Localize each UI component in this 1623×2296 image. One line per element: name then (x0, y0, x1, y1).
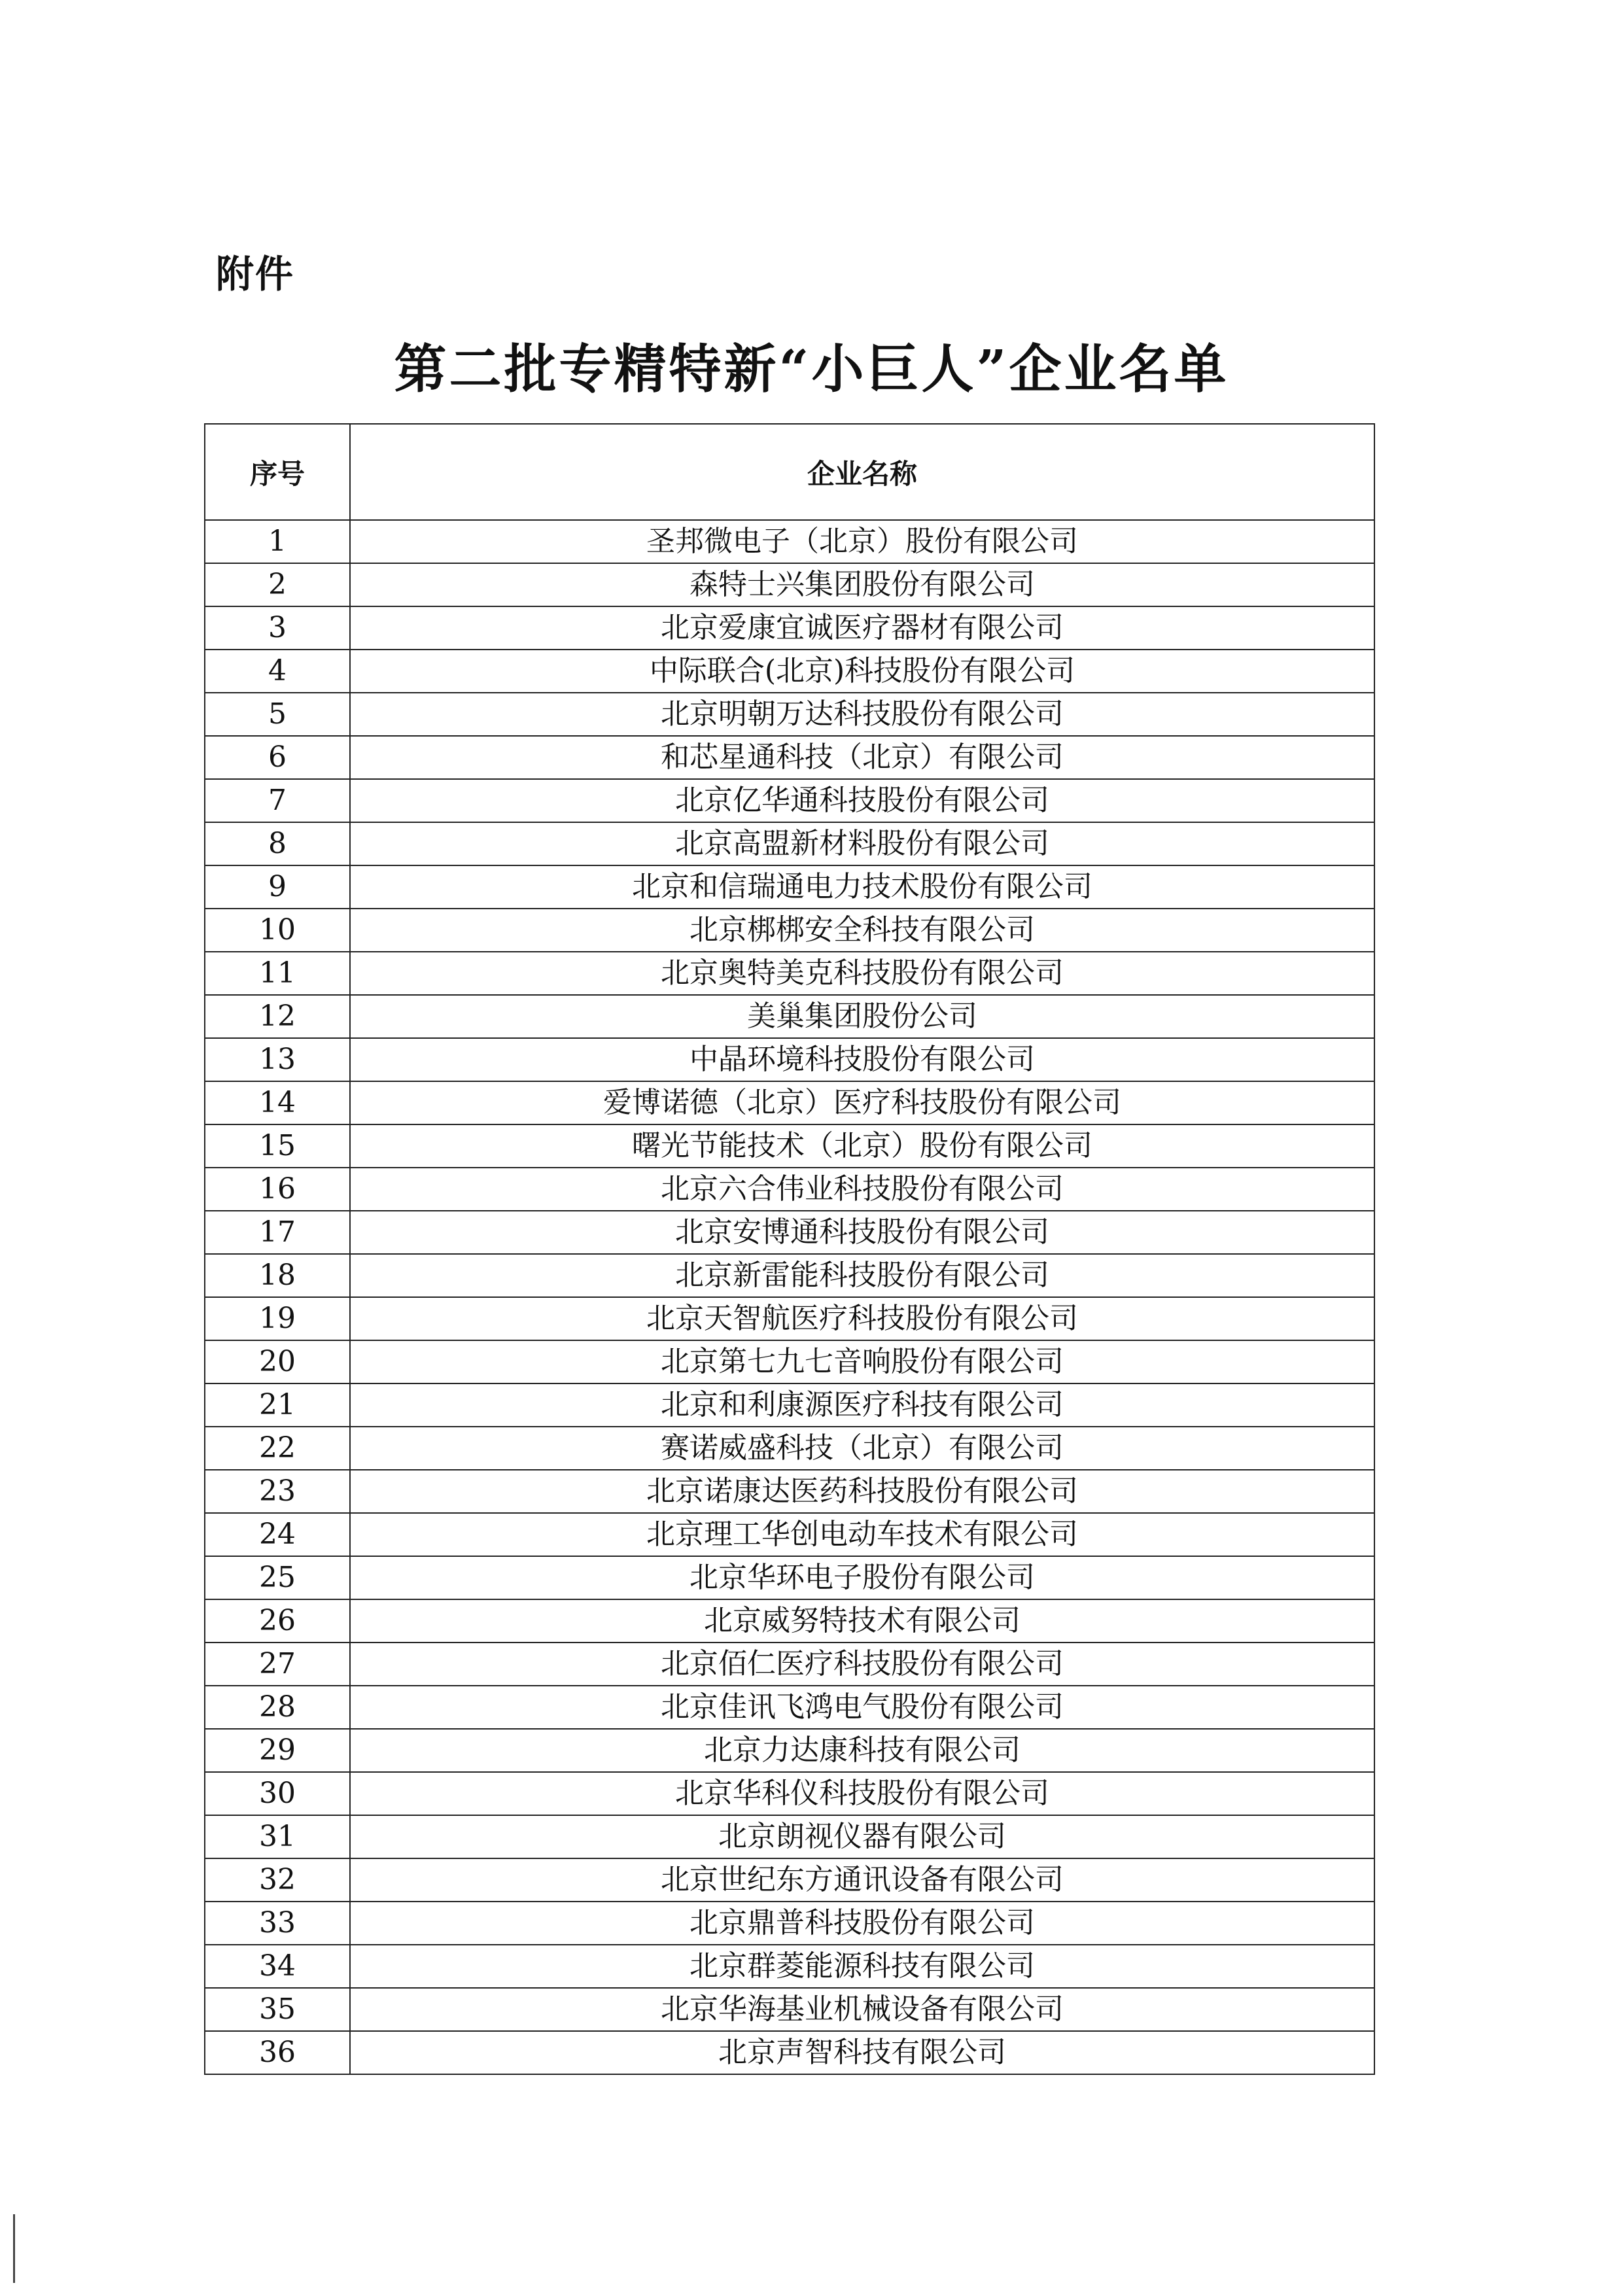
table-row (205, 736, 1374, 779)
company-name-cell: 中晶环境科技股份有限公司 (350, 1038, 1374, 1081)
serial-number-cell: 7 (205, 779, 350, 822)
serial-number-cell: 12 (205, 995, 350, 1038)
company-name-cell: 圣邦微电子（北京）股份有限公司 (350, 520, 1374, 563)
table-row (205, 1340, 1374, 1383)
company-name-cell: 北京梆梆安全科技有限公司 (350, 909, 1374, 952)
serial-number-cell: 16 (205, 1168, 350, 1211)
company-name-cell: 北京世纪东方通讯设备有限公司 (350, 1858, 1374, 1902)
company-name-cell: 北京华海基业机械设备有限公司 (350, 1988, 1374, 2031)
serial-number-cell: 15 (205, 1124, 350, 1168)
serial-number-cell: 23 (205, 1470, 350, 1513)
company-name-cell: 北京群菱能源科技有限公司 (350, 1945, 1374, 1988)
table-row (205, 563, 1374, 606)
table-row (205, 1815, 1374, 1858)
company-name-cell: 北京新雷能科技股份有限公司 (350, 1254, 1374, 1297)
serial-number-cell: 36 (205, 2031, 350, 2074)
serial-number-cell: 18 (205, 1254, 350, 1297)
serial-number-cell: 25 (205, 1556, 350, 1599)
table-row (205, 2031, 1374, 2074)
serial-number-cell: 13 (205, 1038, 350, 1081)
table-row (205, 650, 1374, 693)
table-row (205, 1427, 1374, 1470)
table-row (205, 1902, 1374, 1945)
company-name-cell: 北京诺康达医药科技股份有限公司 (350, 1470, 1374, 1513)
table-row (205, 822, 1374, 865)
table-row (205, 1729, 1374, 1772)
table-row (205, 1038, 1374, 1081)
serial-number-cell: 17 (205, 1211, 350, 1254)
company-name-cell: 赛诺威盛科技（北京）有限公司 (350, 1427, 1374, 1470)
serial-number-cell: 30 (205, 1772, 350, 1815)
company-name-cell: 曙光节能技术（北京）股份有限公司 (350, 1124, 1374, 1168)
table-row (205, 1124, 1374, 1168)
company-table (204, 423, 1375, 2075)
table-row (205, 606, 1374, 650)
serial-number-cell: 10 (205, 909, 350, 952)
company-name-cell: 北京明朝万达科技股份有限公司 (350, 693, 1374, 736)
company-name-cell: 中际联合(北京)科技股份有限公司 (350, 650, 1374, 693)
serial-number-cell: 19 (205, 1297, 350, 1340)
serial-number-cell: 21 (205, 1383, 350, 1427)
serial-number-cell: 35 (205, 1988, 350, 2031)
serial-number-cell: 8 (205, 822, 350, 865)
serial-number-cell: 29 (205, 1729, 350, 1772)
company-name-cell: 北京佳讯飞鸿电气股份有限公司 (350, 1686, 1374, 1729)
serial-number-cell: 34 (205, 1945, 350, 1988)
table-row (205, 995, 1374, 1038)
company-name-cell: 北京佰仁医疗科技股份有限公司 (350, 1643, 1374, 1686)
table-row (205, 952, 1374, 995)
serial-number-cell: 3 (205, 606, 350, 650)
company-name-cell: 北京高盟新材料股份有限公司 (350, 822, 1374, 865)
company-name-cell: 森特士兴集团股份有限公司 (350, 563, 1374, 606)
company-name-cell: 北京奥特美克科技股份有限公司 (350, 952, 1374, 995)
serial-number-cell: 26 (205, 1599, 350, 1643)
table-row (205, 865, 1374, 909)
company-name-cell: 美巢集团股份公司 (350, 995, 1374, 1038)
table-row (205, 520, 1374, 563)
table-row (205, 1168, 1374, 1211)
table-row (205, 693, 1374, 736)
serial-number-cell: 14 (205, 1081, 350, 1124)
company-name-cell: 北京和利康源医疗科技有限公司 (350, 1383, 1374, 1427)
serial-number-cell: 27 (205, 1643, 350, 1686)
serial-number-cell: 5 (205, 693, 350, 736)
table-row (205, 1858, 1374, 1902)
table-body (205, 520, 1374, 2074)
table-row (205, 1945, 1374, 1988)
serial-number-cell: 6 (205, 736, 350, 779)
table-row (205, 1988, 1374, 2031)
serial-number-cell: 24 (205, 1513, 350, 1556)
table-row (205, 779, 1374, 822)
serial-number-cell: 33 (205, 1902, 350, 1945)
company-name-cell: 北京六合伟业科技股份有限公司 (350, 1168, 1374, 1211)
company-name-cell: 北京威努特技术有限公司 (350, 1599, 1374, 1643)
serial-number-cell: 9 (205, 865, 350, 909)
serial-number-cell: 20 (205, 1340, 350, 1383)
table-row (205, 1254, 1374, 1297)
company-name-cell: 和芯星通科技（北京）有限公司 (350, 736, 1374, 779)
table-header-row (205, 424, 1374, 520)
company-name-cell: 北京和信瑞通电力技术股份有限公司 (350, 865, 1374, 909)
company-name-cell: 北京朗视仪器有限公司 (350, 1815, 1374, 1858)
company-name-cell: 爱博诺德（北京）医疗科技股份有限公司 (350, 1081, 1374, 1124)
company-name-cell: 北京安博通科技股份有限公司 (350, 1211, 1374, 1254)
serial-number-cell: 1 (205, 520, 350, 563)
company-name-cell: 北京亿华通科技股份有限公司 (350, 779, 1374, 822)
header-company-name: 企业名称 (350, 424, 1374, 520)
table-row (205, 1772, 1374, 1815)
serial-number-cell: 31 (205, 1815, 350, 1858)
table-row (205, 1211, 1374, 1254)
serial-number-cell: 28 (205, 1686, 350, 1729)
serial-number-cell: 2 (205, 563, 350, 606)
serial-number-cell: 11 (205, 952, 350, 995)
company-name-cell: 北京华环电子股份有限公司 (350, 1556, 1374, 1599)
company-name-cell: 北京华科仪科技股份有限公司 (350, 1772, 1374, 1815)
header-serial-number: 序号 (205, 424, 350, 520)
scan-margin-mark (13, 2214, 15, 2283)
company-name-cell: 北京鼎普科技股份有限公司 (350, 1902, 1374, 1945)
table-row (205, 1643, 1374, 1686)
company-name-cell: 北京声智科技有限公司 (350, 2031, 1374, 2074)
table-row (205, 1470, 1374, 1513)
company-name-cell: 北京爱康宜诚医疗器材有限公司 (350, 606, 1374, 650)
company-name-cell: 北京理工华创电动车技术有限公司 (350, 1513, 1374, 1556)
company-name-cell: 北京第七九七音响股份有限公司 (350, 1340, 1374, 1383)
table-row (205, 1081, 1374, 1124)
table-row (205, 909, 1374, 952)
table-row (205, 1513, 1374, 1556)
document-title: 第二批专精特新“小巨人”企业名单 (394, 338, 1229, 400)
attachment-label: 附件 (216, 252, 295, 296)
serial-number-cell: 4 (205, 650, 350, 693)
company-name-cell: 北京天智航医疗科技股份有限公司 (350, 1297, 1374, 1340)
table-row (205, 1383, 1374, 1427)
serial-number-cell: 22 (205, 1427, 350, 1470)
table-row (205, 1297, 1374, 1340)
serial-number-cell: 32 (205, 1858, 350, 1902)
table-row (205, 1599, 1374, 1643)
company-name-cell: 北京力达康科技有限公司 (350, 1729, 1374, 1772)
table-row (205, 1556, 1374, 1599)
table-row (205, 1686, 1374, 1729)
